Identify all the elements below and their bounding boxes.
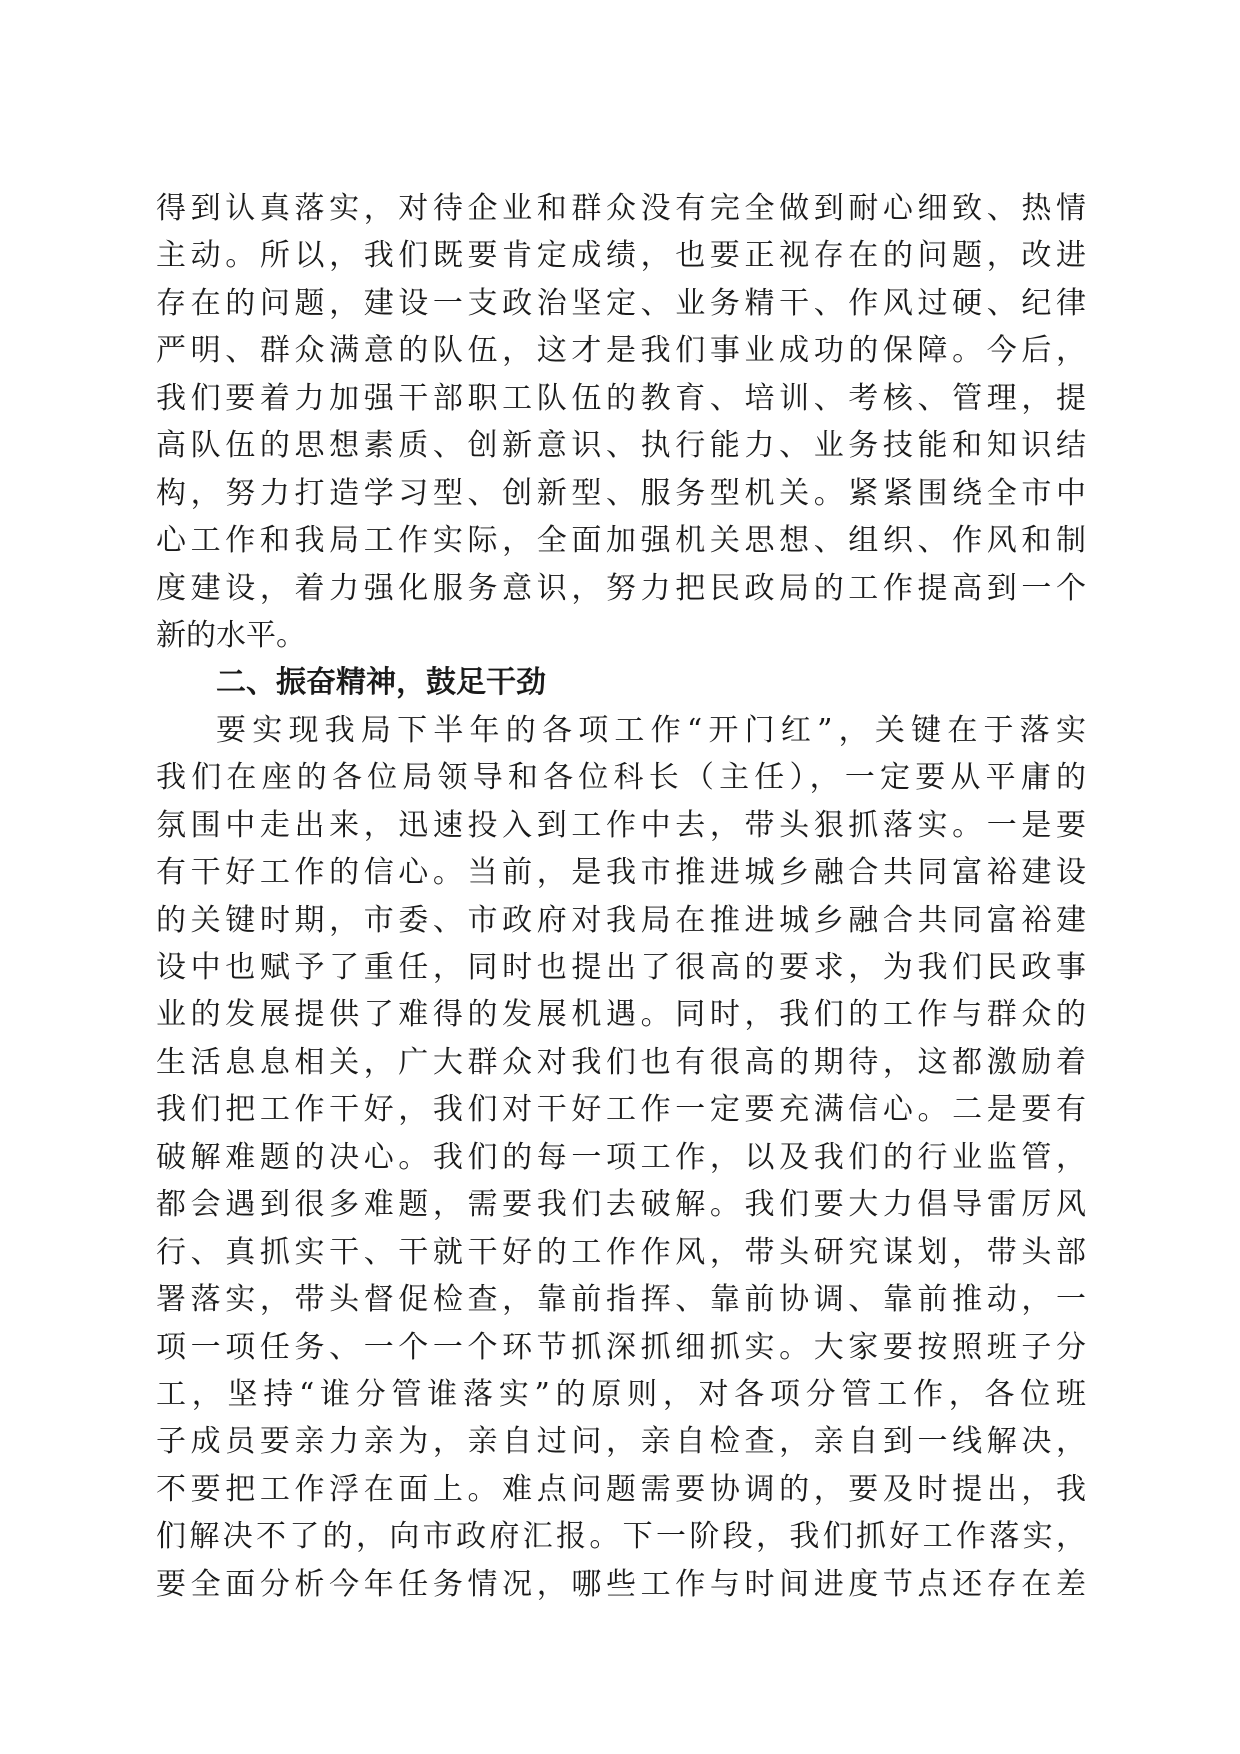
paragraph-line: 行、真抓实干、干就干好的工作作风，带头研究谋划，带头部	[156, 1234, 1086, 1270]
section-heading: 二、振奋精神，鼓足干劲	[216, 665, 546, 701]
paragraph-line: 署落实，带头督促检查，靠前指挥、靠前协调、靠前推动，一	[156, 1282, 1086, 1318]
paragraph-line: 要全面分析今年任务情况，哪些工作与时间进度节点还存在差	[156, 1566, 1086, 1602]
paragraph-line: 心工作和我局工作实际，全面加强机关思想、组织、作风和制	[156, 523, 1086, 559]
paragraph-line: 新的水平。	[156, 617, 306, 653]
paragraph-line: 氛围中走出来，迅速投入到工作中去，带头狠抓落实。一是要	[156, 807, 1086, 843]
paragraph-line: 存在的问题，建设一支政治坚定、业务精干、作风过硬、纪律	[156, 285, 1086, 321]
paragraph-line: 主动。所以，我们既要肯定成绩，也要正视存在的问题，改进	[156, 238, 1086, 274]
paragraph-line: 严明、群众满意的队伍，这才是我们事业成功的保障。今后，	[156, 333, 1086, 369]
paragraph-line: 们解决不了的，向市政府汇报。下一阶段，我们抓好工作落实，	[156, 1519, 1086, 1555]
paragraph-line: 要实现我局下半年的各项工作“开门红”，关键在于落实	[216, 712, 1086, 748]
paragraph-line: 业的发展提供了难得的发展机遇。同时，我们的工作与群众的	[156, 997, 1086, 1033]
paragraph-line: 工，坚持“谁分管谁落实”的原则，对各项分管工作，各位班	[156, 1376, 1086, 1412]
paragraph-line: 构，努力打造学习型、创新型、服务型机关。紧紧围绕全市中	[156, 475, 1086, 511]
paragraph-line: 我们在座的各位局领导和各位科长（主任），一定要从平庸的	[156, 760, 1086, 796]
paragraph-line: 子成员要亲力亲为，亲自过问，亲自检查，亲自到一线解决，	[156, 1424, 1086, 1460]
paragraph-line: 破解难题的决心。我们的每一项工作，以及我们的行业监管，	[156, 1139, 1086, 1175]
paragraph-line: 高队伍的思想素质、创新意识、执行能力、业务技能和知识结	[156, 428, 1086, 464]
paragraph-line: 不要把工作浮在面上。难点问题需要协调的，要及时提出，我	[156, 1471, 1086, 1507]
paragraph-line: 都会遇到很多难题，需要我们去破解。我们要大力倡导雷厉风	[156, 1187, 1086, 1223]
paragraph-line: 项一项任务、一个一个环节抓深抓细抓实。大家要按照班子分	[156, 1329, 1086, 1365]
paragraph-line: 我们要着力加强干部职工队伍的教育、培训、考核、管理，提	[156, 380, 1086, 416]
paragraph-line: 度建设，着力强化服务意识，努力把民政局的工作提高到一个	[156, 570, 1086, 606]
paragraph-line: 有干好工作的信心。当前，是我市推进城乡融合共同富裕建设	[156, 855, 1086, 891]
paragraph-line: 得到认真落实，对待企业和群众没有完全做到耐心细致、热情	[156, 191, 1086, 226]
paragraph-line: 设中也赋予了重任，同时也提出了很高的要求，为我们民政事	[156, 950, 1086, 985]
document-body	[156, 185, 1086, 1608]
paragraph-line: 的关键时期，市委、市政府对我局在推进城乡融合共同富裕建	[156, 902, 1086, 938]
paragraph-line: 生活息息相关，广大群众对我们也有很高的期待，这都激励着	[156, 1044, 1086, 1080]
paragraph-line: 我们把工作干好，我们对干好工作一定要充满信心。二是要有	[156, 1092, 1086, 1128]
